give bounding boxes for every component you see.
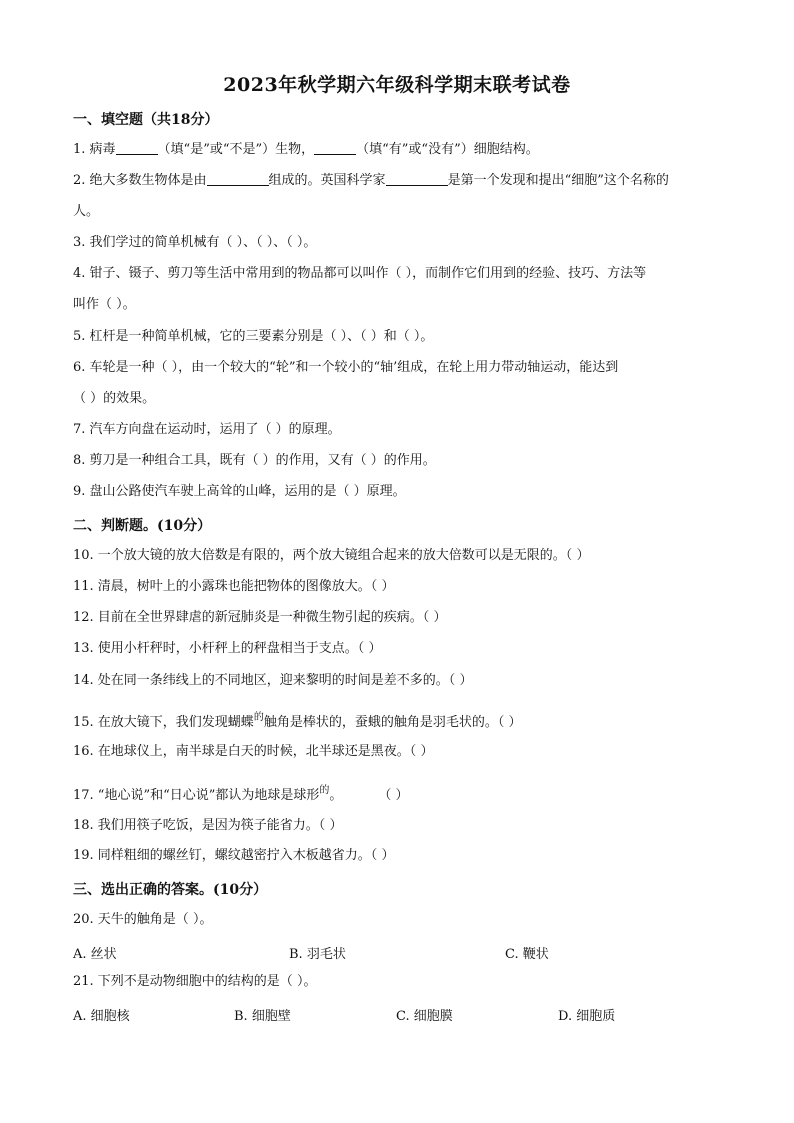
q15-part-a: 15. 在放大镜下，我们发现蝴蝶 <box>73 715 254 730</box>
question-21: 21. 下列不是动物细胞中的结构的是（ ）。 <box>73 974 317 989</box>
q1-part-c: （填“有”或“没有”）细胞结构。 <box>356 142 539 157</box>
answer-blank <box>116 142 158 155</box>
q1-part-b: （填“是”或“不是”）生物， <box>157 142 315 157</box>
question-11: 11. 清晨，树叶上的小露珠也能把物体的图像放大。（ ） <box>73 579 395 594</box>
question-12: 12. 目前在全世界肆虐的新冠肺炎是一种微生物引起的疾病。（ ） <box>73 610 447 625</box>
q2-part-c: 是第一个发现和提出“细胞”这个名称的 <box>447 173 669 188</box>
question-14: 14. 处在同一条纬线上的不同地区，迎来黎明的时间是差不多的。（ ） <box>73 673 473 688</box>
q21-option-b: B. 细胞壁 <box>234 1009 291 1024</box>
q17-superscript: 的 <box>319 785 330 796</box>
question-1 <box>73 142 539 158</box>
question-3: 3. 我们学过的简单机械有（ ）、（ ）、（ ）。 <box>73 235 317 250</box>
question-4: 4. 钳子、镊子、剪刀等生活中常用到的物品都可以叫作（ ），而制作它们用到的经验、技巧、方法等 <box>73 266 647 281</box>
q1-part-a: 1. 病毒 <box>73 142 116 157</box>
question-6: 6. 车轮是一种（ ），由一个较大的“轮”和一个较小的“轴’组成，在轮上用力带动轴运动，能达到 <box>73 360 619 375</box>
question-5: 5. 杠杆是一种简单机械，它的三要素分别是（ ）、（ ）和（ ）。 <box>73 329 434 344</box>
q17-part-a: 17. “地心说”和“日心说”都认为地球是球形 <box>73 788 320 803</box>
question-16: 16. 在地球仪上，南半球是白天的时候，北半球还是黑夜。（ ） <box>73 744 434 759</box>
question-8: 8. 剪刀是一种组合工具，既有（ ）的作用，又有（ ）的作用。 <box>73 453 436 468</box>
question-7: 7. 汽车方向盘在运动时，运用了（ ）的原理。 <box>73 422 341 437</box>
q21-option-c: C. 细胞膜 <box>396 1009 453 1024</box>
q20-option-c: C. 鞭状 <box>505 947 549 962</box>
q21-option-a: A. 细胞核 <box>73 1009 130 1024</box>
q2-part-a: 2. 绝大多数生物体是由 <box>73 173 207 188</box>
question-10: 10. 一个放大镜的放大倍数是有限的，两个放大镜组合起来的放大倍数可以是无限的。（ ） <box>73 548 590 563</box>
q20-option-a: A. 丝状 <box>73 947 117 962</box>
question-6-continued: （ ）的效果。 <box>73 391 156 406</box>
question-15 <box>73 710 521 731</box>
section-fill-in-blanks: 一、填空题（共18分） <box>73 112 219 128</box>
question-4-continued: 叫作（ ）。 <box>73 297 136 312</box>
section-multiple-choice: 三、选出正确的答案。(10分） <box>73 882 268 898</box>
answer-blank <box>314 142 356 155</box>
question-19: 19. 同样粗细的螺丝钉，螺纹越密拧入木板越省力。（ ） <box>73 848 395 863</box>
q2-part-b: 组成的。英国科学家 <box>268 173 386 188</box>
question-20: 20. 天牛的触角是（ ）。 <box>73 912 213 927</box>
answer-blank <box>386 173 448 186</box>
q17-part-b: 。 <box>329 788 343 803</box>
page-title: 2023年秋学期六年级科学期末联考试卷 <box>223 74 571 96</box>
q17-answer-paren: （ ） <box>378 788 409 803</box>
question-13: 13. 使用小杆秤时，小杆秤上的秤盘相当于支点。（ ） <box>73 641 382 656</box>
question-17 <box>73 783 409 804</box>
q21-option-d: D. 细胞质 <box>558 1009 616 1024</box>
question-2-continued: 人。 <box>73 204 100 219</box>
answer-blank <box>207 173 269 186</box>
q15-part-b: 触角是棒状的，蚕蛾的触角是羽毛状的。（ ） <box>263 715 522 730</box>
question-2 <box>73 173 669 189</box>
q15-superscript: 的 <box>253 712 264 723</box>
question-9: 9. 盘山公路使汽车驶上高耸的山峰，运用的是（ ）原理。 <box>73 484 406 499</box>
question-18: 18. 我们用筷子吃饭，是因为筷子能省力。（ ） <box>73 818 343 833</box>
section-true-false: 二、判断题。(10分） <box>73 518 212 534</box>
q20-option-b: B. 羽毛状 <box>289 947 346 962</box>
